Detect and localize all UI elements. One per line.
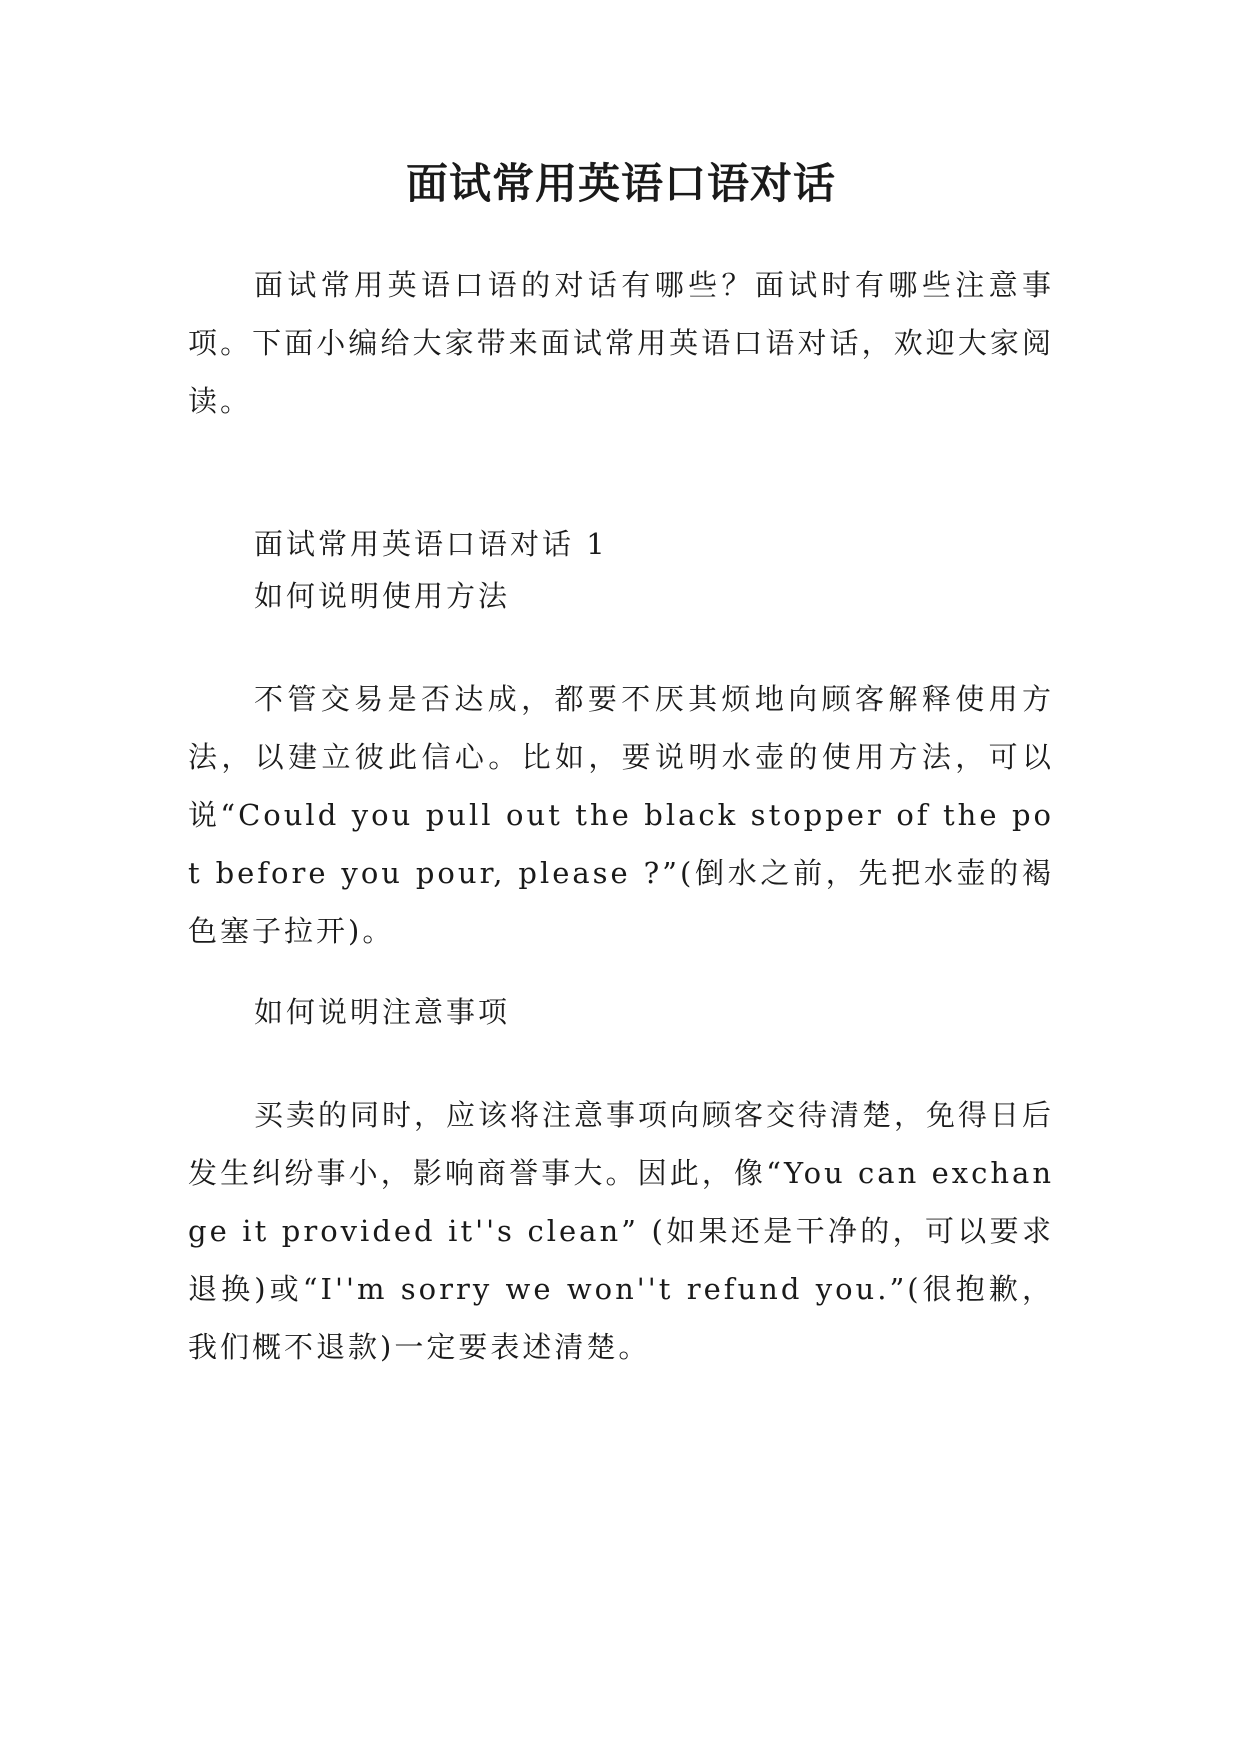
usage-paragraph: 不管交易是否达成，都要不厌其烦地向顾客解释使用方法，以建立彼此信心。比如，要说明水壶的使用方法，可以说“Could you pull out the black stopper of the pot before you pour, please ?”(倒水之前，先把水壶的褐色塞子拉开)。	[188, 682, 1054, 948]
notes-paragraph: 买卖的同时，应该将注意事项向顾客交待清楚，免得日后发生纠纷事小，影响商誉事大。因此，像“You can exchange it provided it''s clean” (如果还是干净的，可以要求退换)或“I''m sorry we won''t refund you.”(很抱歉，我们概不退款)一定要表述清楚。	[188, 1098, 1055, 1364]
section-heading: 面试常用英语口语对话 1	[254, 527, 608, 561]
document-title: 面试常用英语口语对话	[405, 159, 836, 208]
subheading-notes: 如何说明注意事项	[254, 995, 511, 1029]
intro-paragraph: 面试常用英语口语的对话有哪些？面试时有哪些注意事项。下面小编给大家带来面试常用英语口语对话，欢迎大家阅读。	[188, 268, 1054, 418]
subheading-usage: 如何说明使用方法	[254, 579, 511, 613]
